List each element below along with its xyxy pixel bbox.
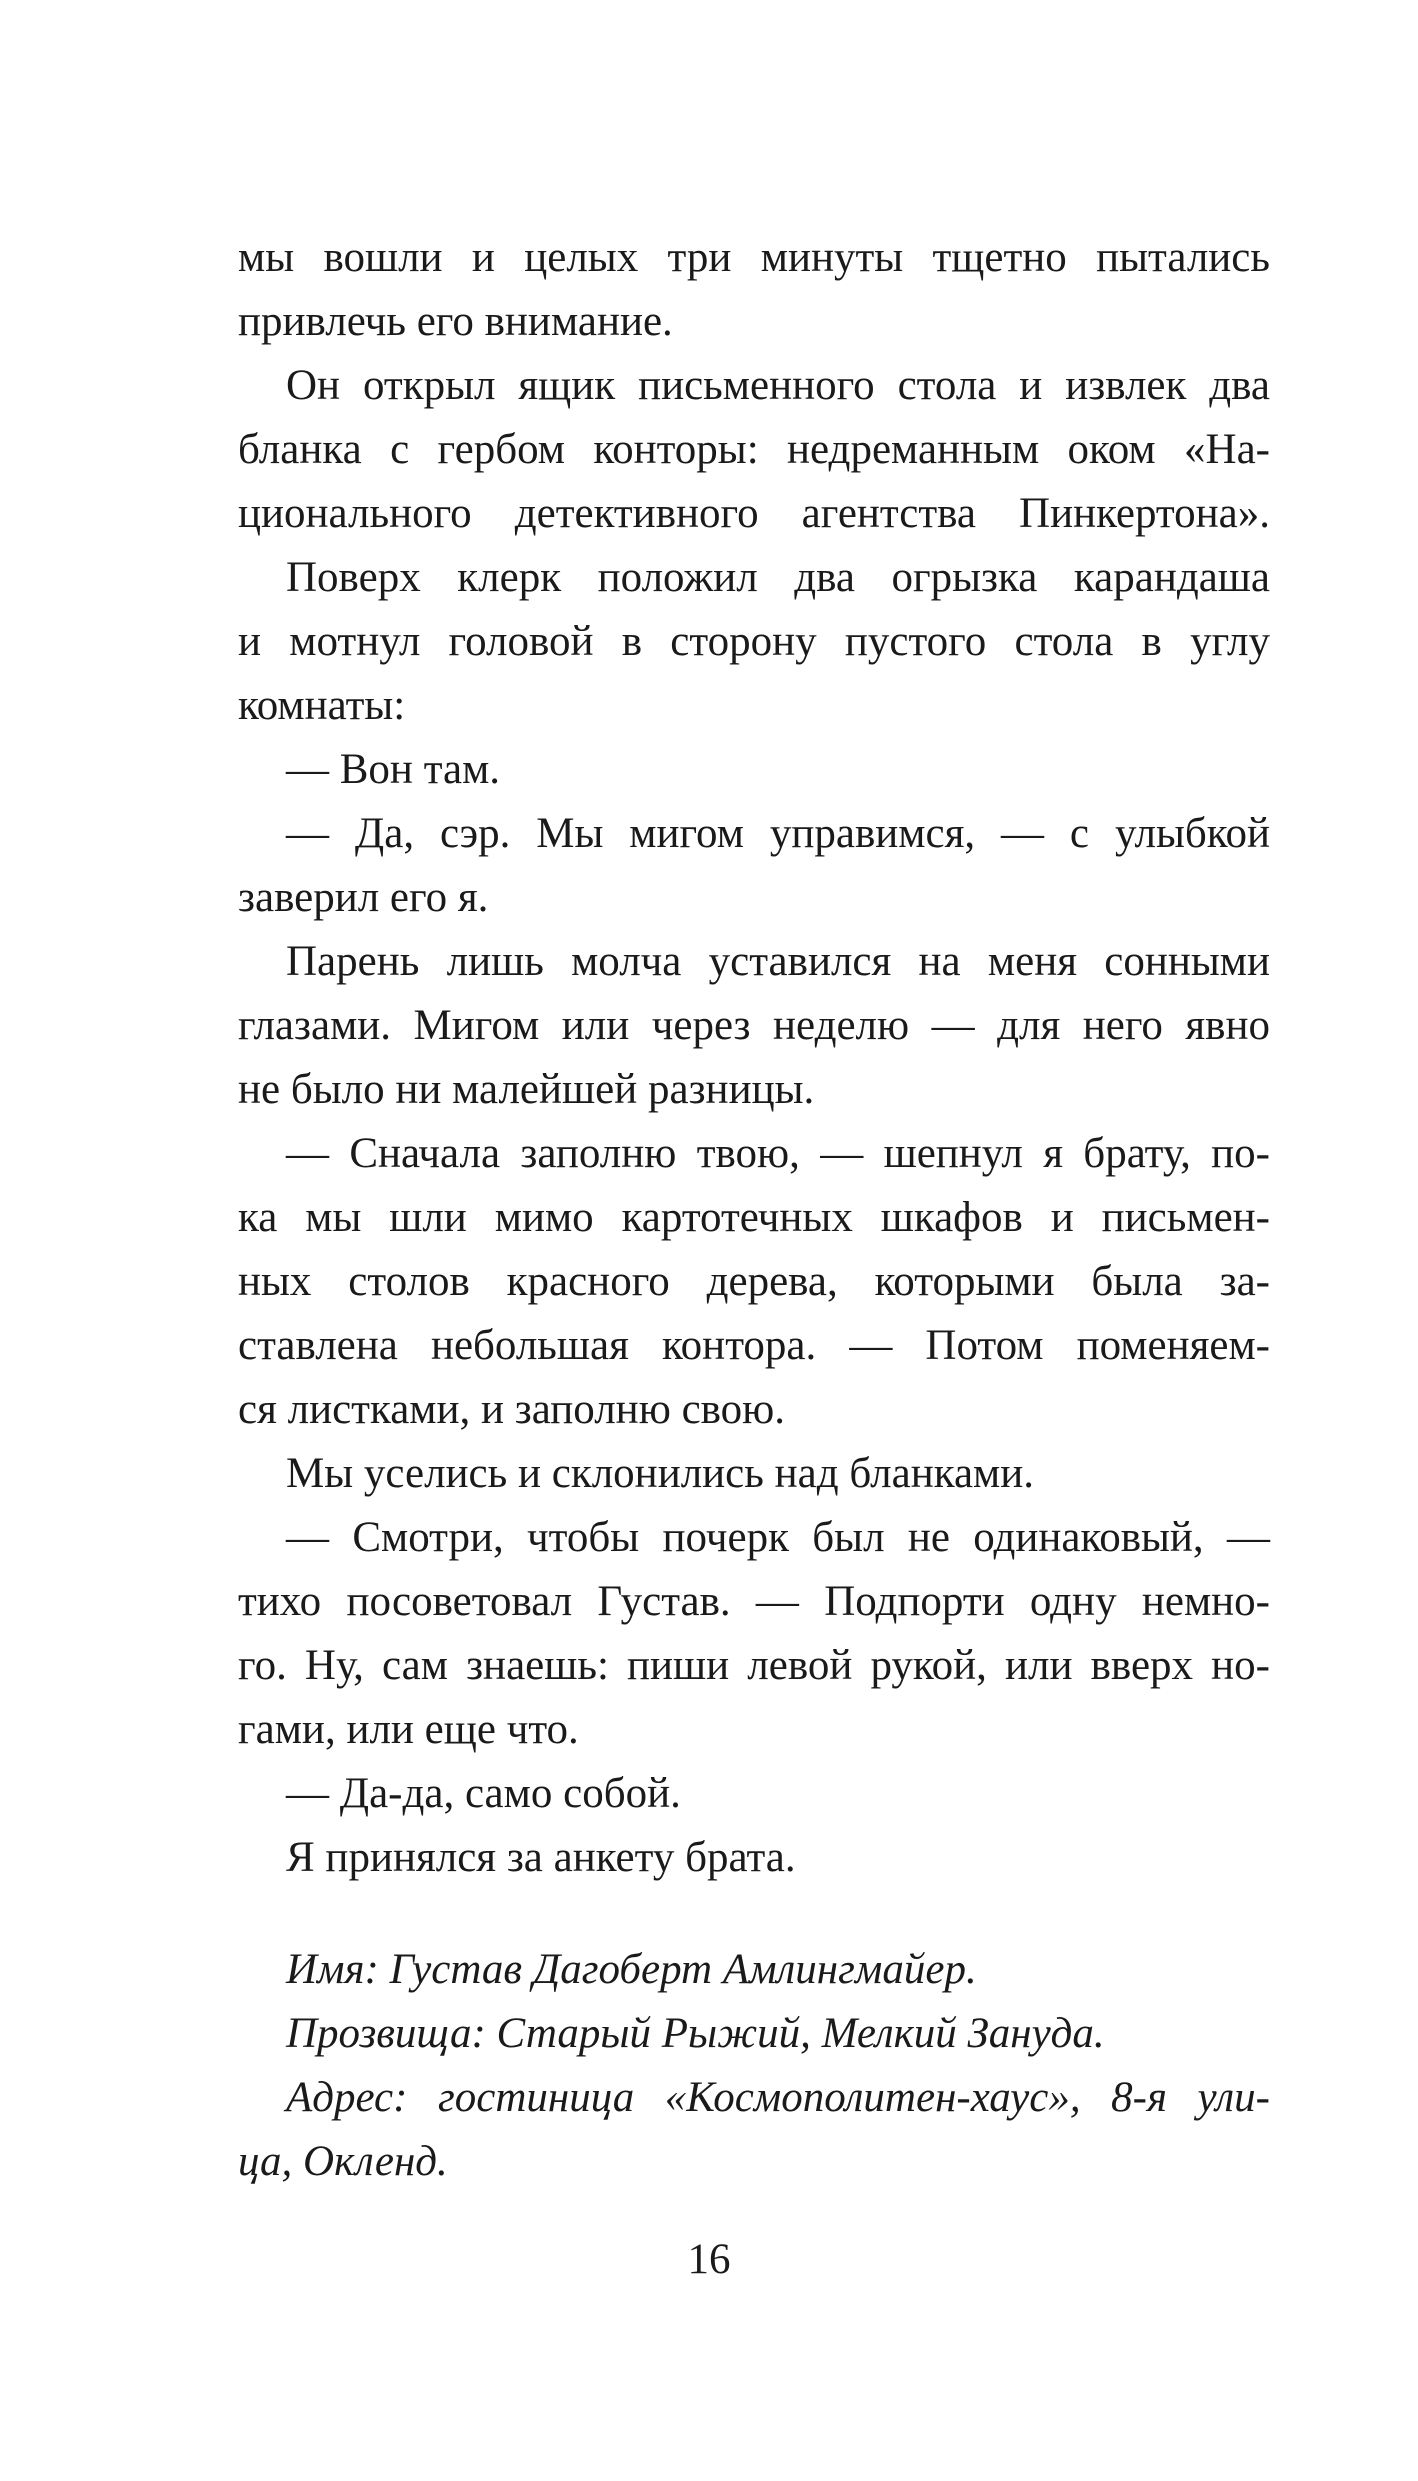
dialogue-line: — Да-да, само собой. [286, 1770, 681, 1817]
text-line: гами, или еще что. [238, 1706, 579, 1753]
text-line: глазами. Мигом или через неделю — для него явно [238, 1002, 1270, 1049]
text-line: бланка с гербом конторы: недреманным оком «На- [238, 426, 1270, 473]
text-line: ставлена небольшая контора. — Потом поменяем- [238, 1322, 1270, 1369]
text-line: не было ни малейшей разницы. [238, 1066, 815, 1113]
text-line: мы вошли и целых три минуты тщетно пытались [238, 234, 1270, 281]
text-line: го. Ну, сам знаешь: пиши левой рукой, или вверх но- [238, 1642, 1270, 1689]
text-line: ка мы шли мимо картотечных шкафов и письмен- [238, 1194, 1270, 1241]
text-line: ных столов красного дерева, которыми была за- [238, 1258, 1270, 1305]
dialogue-line: — Да, сэр. Мы мигом управимся, — с улыбкой [286, 810, 1270, 857]
form-text [238, 1938, 1270, 2194]
text-line: Я принялся за анкету брата. [286, 1834, 796, 1881]
body-text [238, 226, 1270, 1890]
page-number: 16 [687, 2236, 731, 2283]
dialogue-line: — Сначала заполню твою, — шепнул я брату, по- [286, 1130, 1270, 1177]
text-line: ционального детективного агентства Пинкертона». [238, 490, 1270, 537]
text-line: комнаты: [238, 682, 406, 729]
form-line: ца, Окленд. [238, 2138, 448, 2185]
text-line: Поверх клерк положил два огрызка карандаша [286, 554, 1270, 601]
form-line: Адрес: гостиница «Космополитен-хаус», 8-я ули- [286, 2074, 1270, 2121]
text-line: Парень лишь молча уставился на меня сонными [286, 938, 1270, 985]
text-line: заверил его я. [238, 874, 489, 921]
text-line: и мотнул головой в сторону пустого стола в углу [238, 618, 1270, 665]
text-line: ся листками, и заполню свою. [238, 1386, 786, 1433]
dialogue-line: — Смотри, чтобы почерк был не одинаковый, — [286, 1514, 1270, 1561]
text-line: Мы уселись и склонились над бланками. [286, 1450, 1035, 1497]
text-line: тихо посоветовал Густав. — Подпорти одну немно- [238, 1578, 1270, 1625]
text-line: Он открыл ящик письменного стола и извлек два [286, 362, 1270, 409]
dialogue-line: — Вон там. [286, 746, 501, 793]
form-line: Прозвища: Старый Рыжий, Мелкий Зануда. [286, 2010, 1105, 2057]
form-line: Имя: Густав Дагоберт Амлингмайер. [286, 1946, 977, 1993]
text-line: привлечь его внимание. [238, 298, 673, 345]
